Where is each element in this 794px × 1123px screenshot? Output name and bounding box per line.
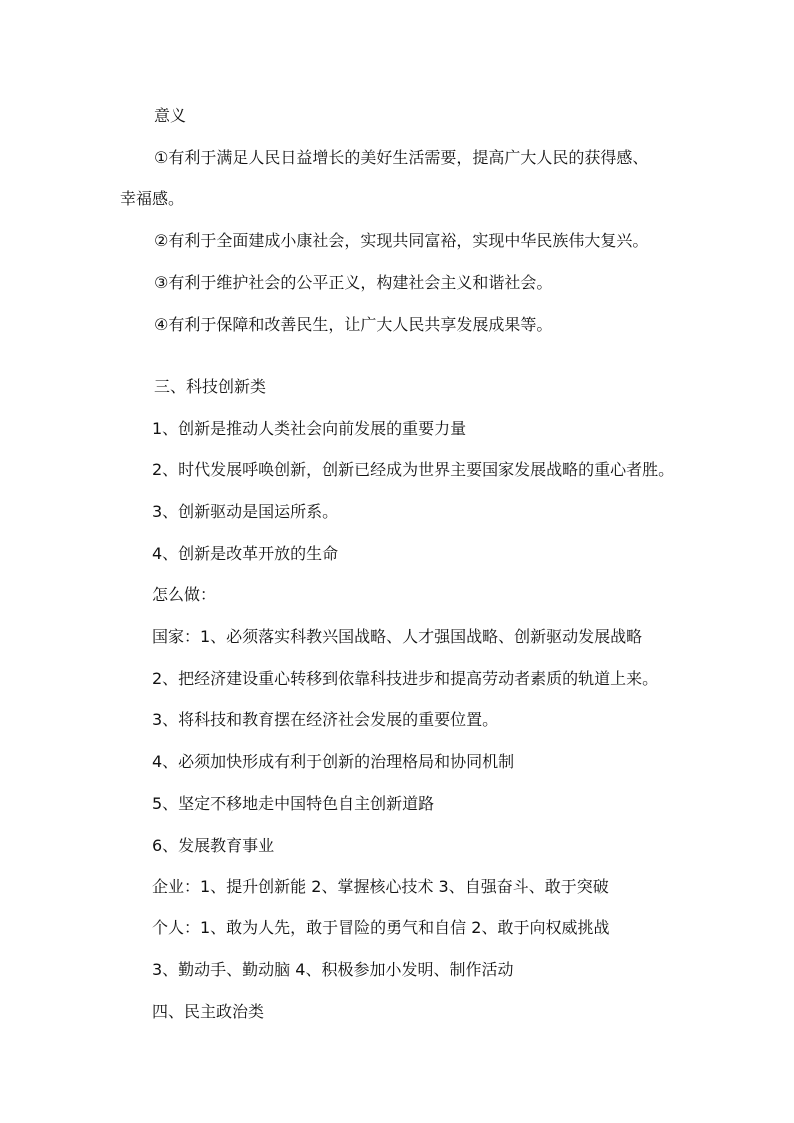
innovation-point-3: 3、创新驱动是国运所系。 xyxy=(152,502,339,521)
innovation-point-2: 2、时代发展呼唤创新，创新已经成为世界主要国家发展战略的重心者胜。 xyxy=(152,460,675,479)
country-line-2: 2、把经济建设重心转移到依靠科技进步和提高劳动者素质的轨道上来。 xyxy=(152,669,659,688)
significance-item-1: ①有利于满足人民日益增长的美好生活需要，提高广大人民的获得感、 xyxy=(154,148,649,167)
innovation-point-4: 4、创新是改革开放的生命 xyxy=(152,544,339,563)
innovation-point-1: 1、创新是推动人类社会向前发展的重要力量 xyxy=(152,419,467,438)
significance-item-1-continued: 幸福感。 xyxy=(120,189,185,208)
significance-item-3: ③有利于维护社会的公平正义，构建社会主义和谐社会。 xyxy=(154,273,553,292)
significance-item-4: ④有利于保障和改善民生，让广大人民共享发展成果等。 xyxy=(154,315,553,334)
country-line-3: 3、将科技和教育摆在经济社会发展的重要位置。 xyxy=(152,710,499,729)
significance-item-2: ②有利于全面建成小康社会，实现共同富裕，实现中华民族伟大复兴。 xyxy=(154,231,649,250)
country-line-5: 5、坚定不移地走中国特色自主创新道路 xyxy=(152,794,435,813)
country-line-1: 国家：1、必须落实科教兴国战略、人才强国战略、创新驱动发展战略 xyxy=(152,627,643,646)
section-heading-four: 四、民主政治类 xyxy=(152,1002,265,1021)
section-heading-three: 三、科技创新类 xyxy=(154,377,267,396)
enterprise-line: 企业：1、提升创新能 2、掌握核心技术 3、自强奋斗、敢于突破 xyxy=(152,877,609,896)
individual-line-1: 个人：1、敢为人先，敢于冒险的勇气和自信 2、敢于向权威挑战 xyxy=(152,918,610,937)
section-heading-significance: 意义 xyxy=(154,106,187,125)
how-to-label: 怎么做： xyxy=(152,585,217,604)
individual-line-2: 3、勤动手、勤动脑 4、积极参加小发明、制作活动 xyxy=(152,960,514,979)
country-line-6: 6、发展教育事业 xyxy=(152,836,275,855)
country-line-4: 4、必须加快形成有利于创新的治理格局和协同机制 xyxy=(152,752,515,771)
